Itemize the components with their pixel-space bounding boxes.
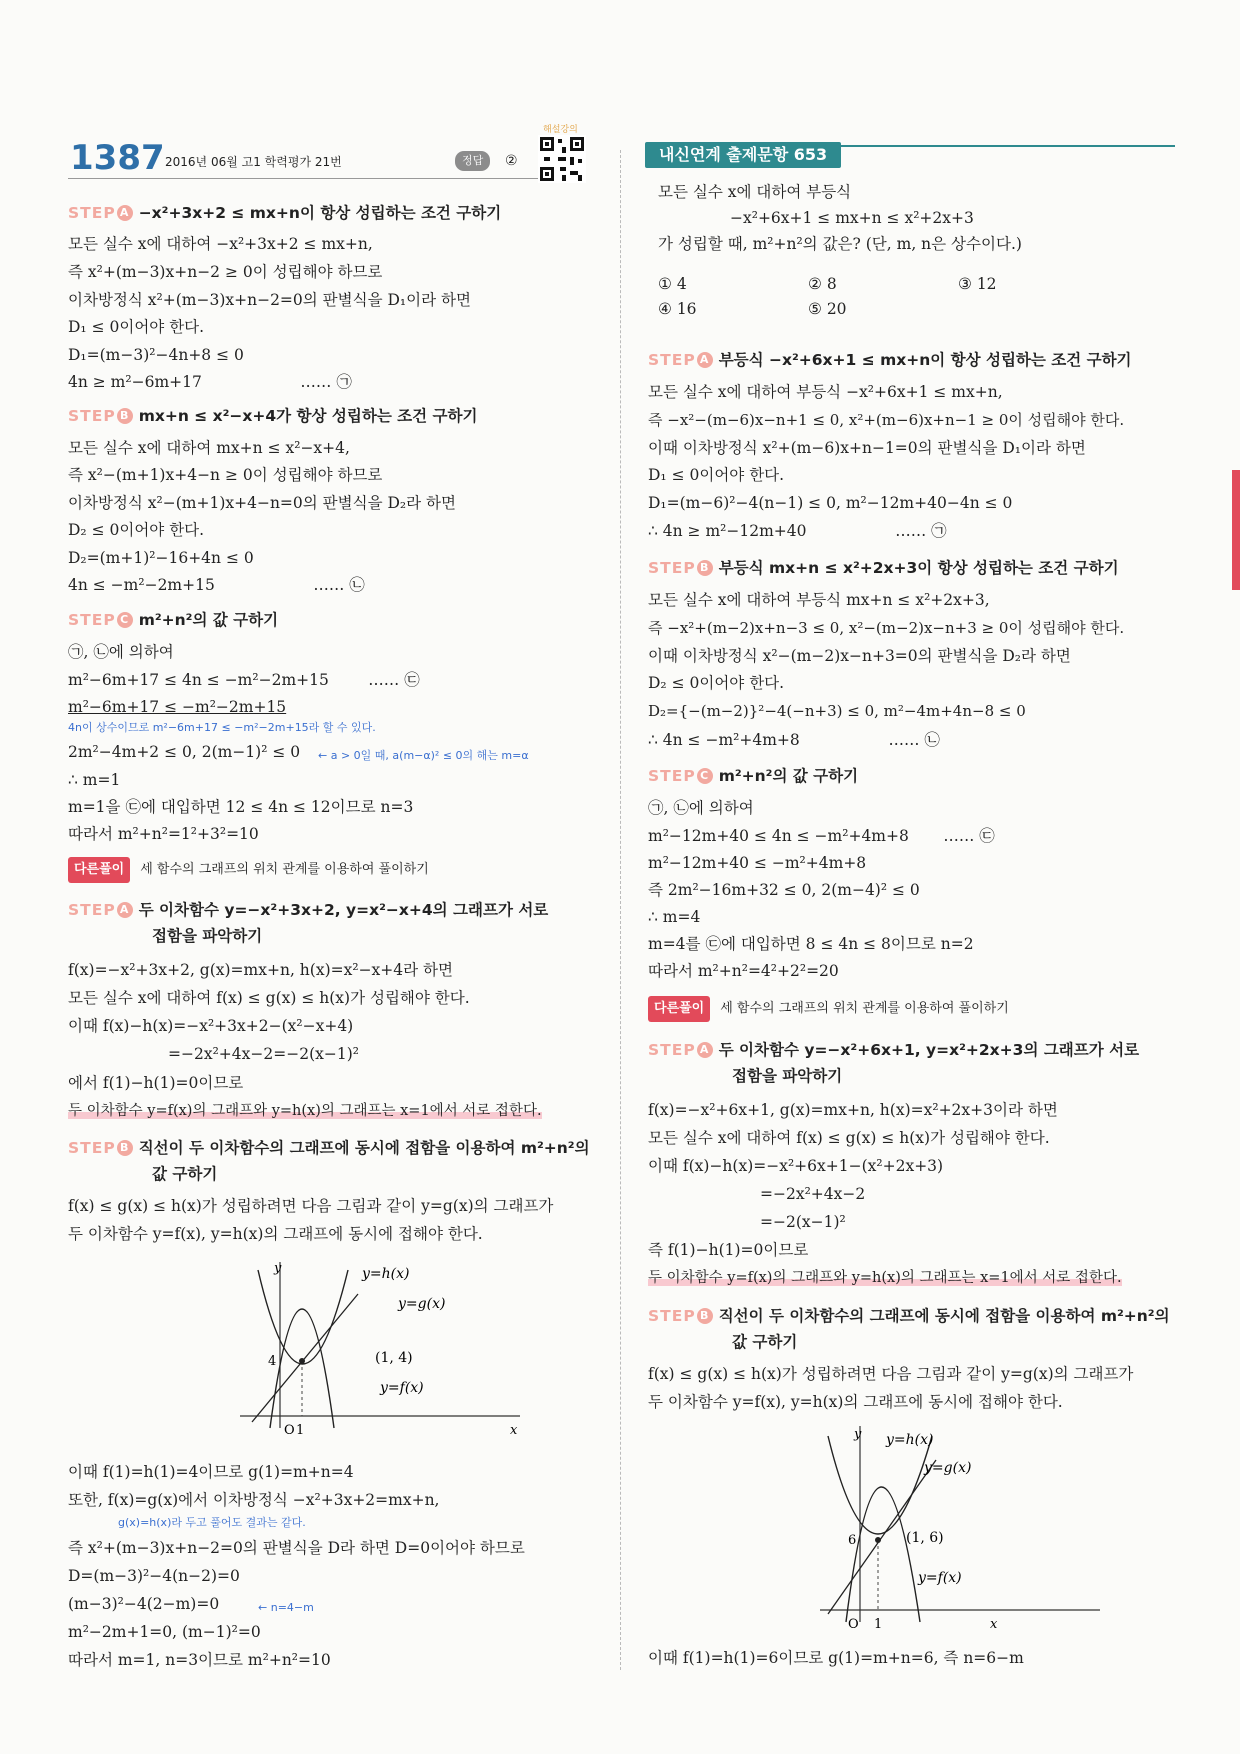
stepC-line: 따라서 m²+n²=1²+3²=10 (68, 825, 259, 843)
altA-heading: STEP A 두 이차함수 y=−x²+3x+2, y=x²−x+4의 그래프가 서로 (68, 901, 549, 919)
stepC-note: 4n이 상수이므로 m²−6m+17 ≤ −m²−2m+15라 할 수 있다. (68, 721, 376, 734)
stepC-line: m=4를 ㉢에 대입하면 8 ≤ 4n ≤ 8이므로 n=2 (648, 935, 974, 953)
stepB-line: D₂ ≤ 0이어야 한다. (68, 521, 205, 539)
final-line: 이때 f(1)=h(1)=4이므로 g(1)=m+n=4 (68, 1463, 354, 1481)
stepB-line: D₂=(m+1)²−16+4n ≤ 0 (68, 549, 254, 567)
stepB-line: 즉 −x²+(m−2)x+n−3 ≤ 0, x²−(m−2)x−n+3 ≥ 0이 성립해야 한다. (648, 619, 1125, 637)
stepA-heading: STEP A −x²+3x+2 ≤ mx+n이 항상 성립하는 조건 구하기 (68, 204, 502, 222)
stepA-line: 이차방정식 x²+(m−3)x+n−2=0의 판별식을 D₁이라 하면 (68, 291, 471, 309)
f-curve (846, 1487, 920, 1622)
stepB-line: 모든 실수 x에 대하여 부등식 mx+n ≤ x²+2x+3, (648, 591, 990, 609)
choice-3[interactable]: ③ 12 (958, 275, 997, 293)
stepC-heading: STEP C m²+n²의 값 구하기 (648, 767, 859, 785)
point-label: (1, 4) (375, 1350, 413, 1366)
stepC-line: 따라서 m²+n²=4²+2²=20 (648, 962, 839, 980)
problem-number: 1387 (70, 138, 165, 178)
final-line: 이때 f(1)=h(1)=6이므로 g(1)=m+n=6, 즉 n=6−m (648, 1649, 1024, 1667)
stepB-line: 즉 x²−(m+1)x+4−n ≥ 0이 성립해야 하므로 (68, 466, 383, 484)
choice-1[interactable]: ① 4 (658, 275, 687, 293)
alt-desc: 세 함수의 그래프의 위치 관계를 이용하여 풀이하기 (720, 1001, 1009, 1016)
final-line: (m−3)²−4(2−m)=0 (68, 1595, 220, 1613)
stepC-title: m²+n²의 값 구하기 (718, 767, 859, 785)
problem-source: 2016년 06월 고1 학력평가 21번 (165, 155, 342, 169)
tangent-point (875, 1537, 881, 1543)
stepA-line: 4n ≥ m²−6m+17 …… ㉠ (68, 373, 352, 391)
altA-line: 에서 f(1)−h(1)=0이므로 (68, 1074, 244, 1092)
stepC-line: m=1을 ㉢에 대입하면 12 ≤ 4n ≤ 12이므로 n=3 (68, 798, 414, 816)
stepA-line: D₁ ≤ 0이어야 한다. (68, 318, 205, 336)
stepB-line: 모든 실수 x에 대하여 mx+n ≤ x²−x+4, (68, 439, 350, 457)
stepC-line: m²−6m+17 ≤ −m²−2m+15 (68, 698, 287, 716)
y-label: y (854, 1427, 862, 1442)
origin-label: O (284, 1423, 295, 1438)
final-note-text: n=4−m (270, 1601, 314, 1614)
stepA-line: 모든 실수 x에 대하여 −x²+3x+2 ≤ mx+n, (68, 235, 373, 253)
stepB-line: D₂ ≤ 0이어야 한다. (648, 674, 785, 692)
stepC-line: 2m²−4m+2 ≤ 0, 2(m−1)² ≤ 0 (68, 743, 301, 761)
page-edge-tab (1232, 470, 1240, 590)
stepB-line: 이차방정식 x²−(m+1)x+4−n=0의 판별식을 D₂라 하면 (68, 494, 456, 512)
h-label: y=h(x) (362, 1266, 410, 1282)
altA-line (648, 1268, 1122, 1288)
stepA-line: 즉 x²+(m−3)x+n−2 ≥ 0이 성립해야 하므로 (68, 263, 383, 281)
one-label: 1 (296, 1423, 305, 1438)
qr-label: 해설강의 (543, 125, 578, 135)
altB-line: f(x) ≤ g(x) ≤ h(x)가 성립하려면 다음 그림과 같이 y=g(x)의 그래프가 (68, 1197, 554, 1215)
stepB-line: ∴ 4n ≤ −m²+4m+8 …… ㉡ (648, 731, 940, 749)
answer-value: ② (505, 153, 518, 169)
altB-line: 두 이차함수 y=f(x), y=h(x)의 그래프에 동시에 접해야 한다. (68, 1225, 483, 1243)
altA-line: 이때 f(x)−h(x)=−x²+3x+2−(x²−x+4) (68, 1017, 354, 1035)
point-label: (1, 6) (906, 1530, 944, 1546)
stepA-line: D₁=(m−3)²−4n+8 ≤ 0 (68, 346, 244, 364)
stepC-note: ← a > 0일 때, a(m−α)² ≤ 0의 해는 m=α (318, 749, 529, 762)
stepA-line: 이때 이차방정식 x²+(m−6)x+n−1=0의 판별식을 D₁이라 하면 (648, 439, 1086, 457)
altA-line: 이때 f(x)−h(x)=−x²+6x+1−(x²+2x+3) (648, 1157, 944, 1175)
altB-title: 직선이 두 이차함수의 그래프에 동시에 접함을 이용하여 m²+n²의 (718, 1307, 1170, 1325)
altA-line: =−2(x−1)² (760, 1213, 846, 1231)
stepC-line: m²−12m+40 ≤ −m²+4m+8 (648, 854, 867, 872)
stepB-title: mx+n ≤ x²−x+4가 항상 성립하는 조건 구하기 (138, 407, 478, 425)
stepC-heading: STEP C m²+n²의 값 구하기 (68, 611, 279, 629)
altB-line: 두 이차함수 y=f(x), y=h(x)의 그래프에 동시에 접해야 한다. (648, 1393, 1063, 1411)
altB-title-2: 값 구하기 (152, 1165, 218, 1183)
h-label: y=h(x) (886, 1432, 934, 1448)
problem-line: −x²+6x+1 ≤ mx+n ≤ x²+2x+3 (730, 209, 974, 227)
choice-5[interactable]: ⑤ 20 (808, 300, 847, 318)
altA-line: =−2x²+4x−2 (760, 1185, 866, 1203)
g-label: y=g(x) (924, 1460, 972, 1476)
h-curve (828, 1436, 932, 1534)
problem-line: 모든 실수 x에 대하여 부등식 (658, 183, 852, 201)
altA-title-2: 접함을 파악하기 (732, 1067, 843, 1085)
altA-line: 즉 f(1)−h(1)=0이므로 (648, 1241, 809, 1259)
stepC-line: ∴ m=1 (68, 771, 121, 789)
alt-heading (648, 996, 1009, 1022)
stepC-line: 즉 2m²−16m+32 ≤ 0, 2(m−4)² ≤ 0 (648, 881, 920, 899)
yint-label: 6 (848, 1533, 857, 1548)
altA-title: 두 이차함수 y=−x²+6x+1, y=x²+2x+3의 그래프가 서로 (718, 1041, 1140, 1059)
one-label: 1 (874, 1617, 883, 1632)
choice-4[interactable]: ④ 16 (658, 300, 697, 318)
stepC-line: ㉠, ㉡에 의하여 (648, 799, 754, 817)
tangent-point (299, 1358, 305, 1364)
origin-label: O (848, 1617, 859, 1632)
stepB-heading: STEP B mx+n ≤ x²−x+4가 항상 성립하는 조건 구하기 (68, 407, 478, 425)
altA-line (68, 1101, 542, 1121)
final-note: ← n=4−m (258, 1601, 314, 1614)
qr-code-icon[interactable] (538, 135, 586, 183)
stepA-heading: STEP A 부등식 −x²+6x+1 ≤ mx+n이 항상 성립하는 조건 구하기 (648, 351, 1132, 369)
answer-tag: 정답 (455, 151, 490, 171)
altA-highlight: 두 이차함수 y=f(x)의 그래프와 y=h(x)의 그래프는 x=1에서 서로 접한다. (648, 1270, 1122, 1286)
altB-title-2: 값 구하기 (732, 1333, 798, 1351)
stepC-note-text: a > 0일 때, a(m−α)² ≤ 0의 해는 m=α (330, 749, 529, 762)
altA-heading: STEP A 두 이차함수 y=−x²+6x+1, y=x²+2x+3의 그래프가 서로 (648, 1041, 1140, 1059)
right-graph (810, 1422, 1110, 1632)
header-rule (68, 178, 538, 179)
stepC-line: m²−12m+40 ≤ 4n ≤ −m²+4m+8 …… ㉢ (648, 827, 995, 845)
altA-title-2: 접함을 파악하기 (152, 927, 263, 945)
stepB-heading: STEP B 부등식 mx+n ≤ x²+2x+3이 항상 성립하는 조건 구하기 (648, 559, 1119, 577)
stepA-title: −x²+3x+2 ≤ mx+n이 항상 성립하는 조건 구하기 (138, 204, 502, 222)
altA-line: 모든 실수 x에 대하여 f(x) ≤ g(x) ≤ h(x)가 성립해야 한다. (648, 1129, 1050, 1147)
stepA-line: ∴ 4n ≥ m²−12m+40 …… ㉠ (648, 522, 947, 540)
altA-line: f(x)=−x²+3x+2, g(x)=mx+n, h(x)=x²−x+4라 하면 (68, 961, 453, 979)
x-label: x (990, 1617, 998, 1632)
altA-line: f(x)=−x²+6x+1, g(x)=mx+n, h(x)=x²+2x+3이라 하면 (648, 1101, 1058, 1119)
problem-line: 가 성립할 때, m²+n²의 값은? (단, m, n은 상수이다.) (658, 235, 1022, 253)
final-line: D=(m−3)²−4(n−2)=0 (68, 1567, 240, 1585)
stepA-line: 모든 실수 x에 대하여 부등식 −x²+6x+1 ≤ mx+n, (648, 383, 1003, 401)
stepC-line: m²−6m+17 ≤ 4n ≤ −m²−2m+15 …… ㉢ (68, 671, 420, 689)
stepC-title: m²+n²의 값 구하기 (138, 611, 279, 629)
final-note: g(x)=h(x)라 두고 풀어도 결과는 같다. (118, 1516, 306, 1529)
stepB-title: 부등식 mx+n ≤ x²+2x+3이 항상 성립하는 조건 구하기 (718, 559, 1119, 577)
y-label: y (274, 1261, 282, 1276)
altA-highlight: 두 이차함수 y=f(x)의 그래프와 y=h(x)의 그래프는 x=1에서 서로 접한다. (68, 1103, 542, 1119)
stepA-line: D₁=(m−6)²−4(n−1) ≤ 0, m²−12m+40−4n ≤ 0 (648, 494, 1013, 512)
stepB-line: D₂={−(m−2)}²−4(−n+3) ≤ 0, m²−4m+4n−8 ≤ 0 (648, 702, 1026, 720)
altB-title: 직선이 두 이차함수의 그래프에 동시에 접함을 이용하여 m²+n²의 (138, 1139, 590, 1157)
stepB-line: 이때 이차방정식 x²−(m−2)x−n+3=0의 판별식을 D₂라 하면 (648, 647, 1071, 665)
alt-label: 다른풀이 (68, 857, 130, 883)
altB-heading: STEP B 직선이 두 이차함수의 그래프에 동시에 접함을 이용하여 m²+n²의 (648, 1307, 1170, 1325)
g-label: y=g(x) (398, 1296, 446, 1312)
stepA-title: 부등식 −x²+6x+1 ≤ mx+n이 항상 성립하는 조건 구하기 (718, 351, 1132, 369)
stepC-line: ㉠, ㉡에 의하여 (68, 643, 174, 661)
altA-line: =−2x²+4x−2=−2(x−1)² (168, 1045, 359, 1063)
left-graph (230, 1258, 530, 1440)
yint-label: 4 (268, 1354, 277, 1369)
stepA-line: 즉 −x²−(m−6)x−n+1 ≤ 0, x²+(m−6)x+n−1 ≥ 0이 성립해야 한다. (648, 411, 1125, 429)
final-line: 즉 x²+(m−3)x+n−2=0의 판별식을 D라 하면 D=0이어야 하므로 (68, 1539, 525, 1557)
final-line: 또한, f(x)=g(x)에서 이차방정식 −x²+3x+2=mx+n, (68, 1491, 440, 1509)
altA-title: 두 이차함수 y=−x²+3x+2, y=x²−x+4의 그래프가 서로 (138, 901, 549, 919)
x-label: x (510, 1423, 518, 1438)
alt-heading (68, 857, 429, 883)
final-line: 따라서 m=1, n=3이므로 m²+n²=10 (68, 1651, 331, 1669)
alt-label: 다른풀이 (648, 996, 710, 1022)
choice-2[interactable]: ② 8 (808, 275, 837, 293)
alt-desc: 세 함수의 그래프의 위치 관계를 이용하여 풀이하기 (140, 862, 429, 877)
linked-problem-header: 내신연계 출제문항 653 (645, 142, 841, 168)
altB-line: f(x) ≤ g(x) ≤ h(x)가 성립하려면 다음 그림과 같이 y=g(x)의 그래프가 (648, 1365, 1134, 1383)
column-divider (620, 150, 621, 1670)
f-label: y=f(x) (918, 1570, 962, 1586)
h-curve (258, 1270, 348, 1364)
stepC-line: ∴ m=4 (648, 908, 701, 926)
stepA-line: D₁ ≤ 0이어야 한다. (648, 466, 785, 484)
altA-line: 모든 실수 x에 대하여 f(x) ≤ g(x) ≤ h(x)가 성립해야 한다. (68, 989, 470, 1007)
stepB-line: 4n ≤ −m²−2m+15 …… ㉡ (68, 576, 365, 594)
altB-heading: STEP B 직선이 두 이차함수의 그래프에 동시에 접함을 이용하여 m²+n²의 (68, 1139, 590, 1157)
f-label: y=f(x) (380, 1380, 424, 1396)
final-line: m²−2m+1=0, (m−1)²=0 (68, 1623, 261, 1641)
